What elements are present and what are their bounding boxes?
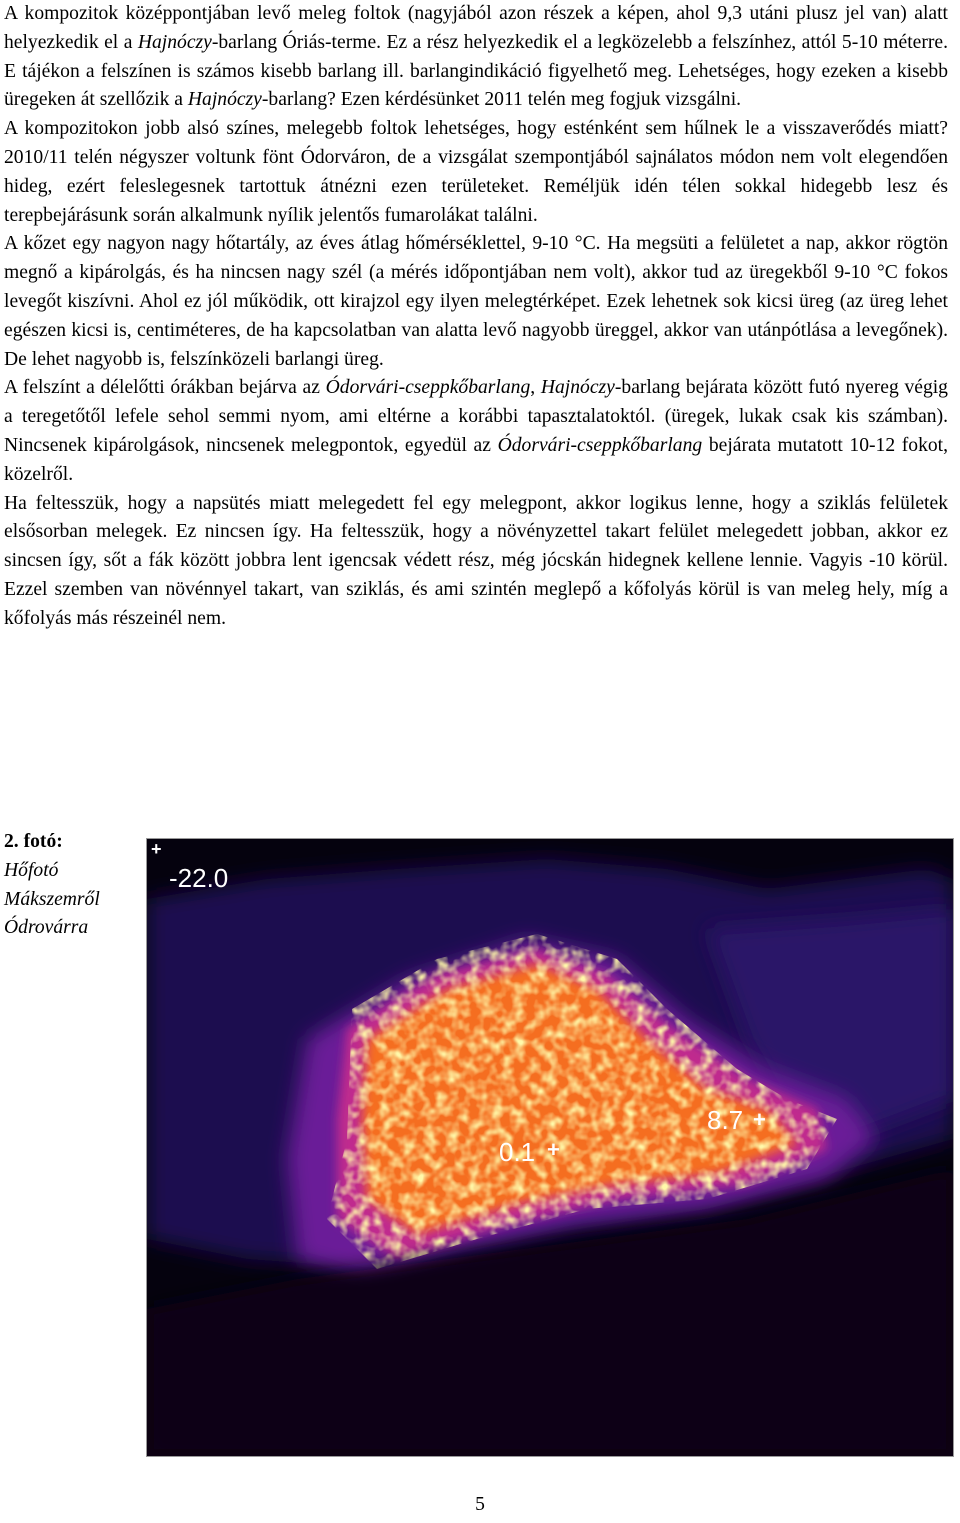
italic-run: Hajnóczy xyxy=(137,31,212,53)
figure-caption xyxy=(4,828,136,943)
crosshair-spot-1: + xyxy=(547,1137,560,1162)
italic-run: Ódorvári-cseppkőbarlang xyxy=(497,434,703,456)
text-run: Ha feltesszük, hogy a napsütés miatt melegedett fel egy melegpont, akkor logikus lenne, hogy a sziklás felületek elsősorban melegek. Ez nincsen így. Ha feltesszük, hogy a növényzettel takart felület melegedett jobban, akkor ez sincsen így, sőt a fák között jobbra lent igencsak védett rész, még jócskán hidegnek kellene lennie. Vagyis -10 körül. Ezzel szemben van növénnyel takart, van sziklás, és ami szintén meglepő a kőfolyás körül is van meleg hely, míg a kőfolyás más részeinél nem. xyxy=(4,492,948,629)
paragraph xyxy=(4,0,948,115)
crosshair-spot-2: + xyxy=(753,1107,766,1132)
thermal-photo xyxy=(146,838,954,1457)
text-run: -barlang bejárata között futó nyereg végig a teregetőtől lefele sehol semmi nyom, ami eltérne a korábbi tapasztalatoktól. (üregek, lukak csak kis számban). Nincsenek kipárolgások, nincsenek melegpontok, egyedül az xyxy=(4,377,948,456)
paragraph xyxy=(4,115,948,230)
page-number: 5 xyxy=(475,1494,485,1515)
caption-title: Hőfotó Mákszemről Ódrovárra xyxy=(4,859,100,939)
paragraph xyxy=(4,230,948,374)
text-run: A kőzet egy nagyon nagy hőtartály, az éves átlag hőmérséklettel, 9-10 °C. Ha megsüti a felületet a nap, akkor rögtön megnő a kipárolgás, és ha nincsen nagy szél (a mérés időpontjában nem volt), akkor tud az üregekből 9-10 °C fokos levegőt kiszívni. Ahol ez jól működik, ott kirajzol egy ilyen melegtérképet. Ezek lehetnek sok kicsi üreg (az üreg lehet egészen kicsi is, centiméteres, de ha kapcsolatban van alatta levő nagyobb üreggel, akkor van utánpótlása a levegőnek). De lehet nagyobb is, felszínközeli barlangi üreg. xyxy=(4,233,948,370)
thermal-spot-label-1: 0.1 xyxy=(499,1137,536,1167)
italic-run: Hajnóczy xyxy=(187,89,262,111)
text-run: -barlang Óriás-terme. Ez a rész helyezkedik el a legközelebb a felszínhez, attól 5-10 méterre. E tájékon a felszínen is számos kisebb barlang ill. barlangindikáció figyelhető meg. Lehetséges, hogy ezeken a kisebb üregeken át szellőzik a xyxy=(4,31,948,111)
body-text xyxy=(4,0,948,634)
text-run: A felszínt a délelőtti órákban bejárva az xyxy=(4,377,326,399)
caption-number: 2. fotó: xyxy=(4,831,63,852)
paragraph xyxy=(4,374,948,489)
text-run: -barlang? Ezen kérdésünket 2011 telén meg fogjuk vizsgálni. xyxy=(261,89,742,111)
text-run: , xyxy=(530,377,541,399)
italic-run: Ódorvári-cseppkőbarlang xyxy=(325,377,531,399)
italic-run: Hajnóczy xyxy=(540,377,615,399)
thermal-min-label: -22.0 xyxy=(169,863,229,893)
text-run: A kompozitokon jobb alsó színes, melegebb foltok lehetséges, hogy esténként sem hűlnek le a visszaverődés miatt? 2010/11 telén négyszer voltunk fönt Ódorváron, de a vizsgálat szempontjából sajnálatos módon nem volt elegendően hideg, ezért feleslegesnek tartottuk átnézni ezen területeket. Reméljük idén télen sokkal hidegebb lesz és terepbejárásunk során alkalmunk nyílik jelentős fumarolákat találni. xyxy=(4,118,948,226)
text-run: A kompozitok középpontjában levő meleg foltok (nagyjából azon részek a képen, ahol 9,3 utáni plusz jel van) alatt helyezkedik el a xyxy=(4,3,948,53)
thermal-spot-label-2: 8.7 xyxy=(707,1105,744,1135)
text-run: bejárata mutatott 10-12 fokot, közelről. xyxy=(4,434,949,485)
paragraph xyxy=(4,490,948,634)
crosshair-top-left: + xyxy=(151,839,162,859)
